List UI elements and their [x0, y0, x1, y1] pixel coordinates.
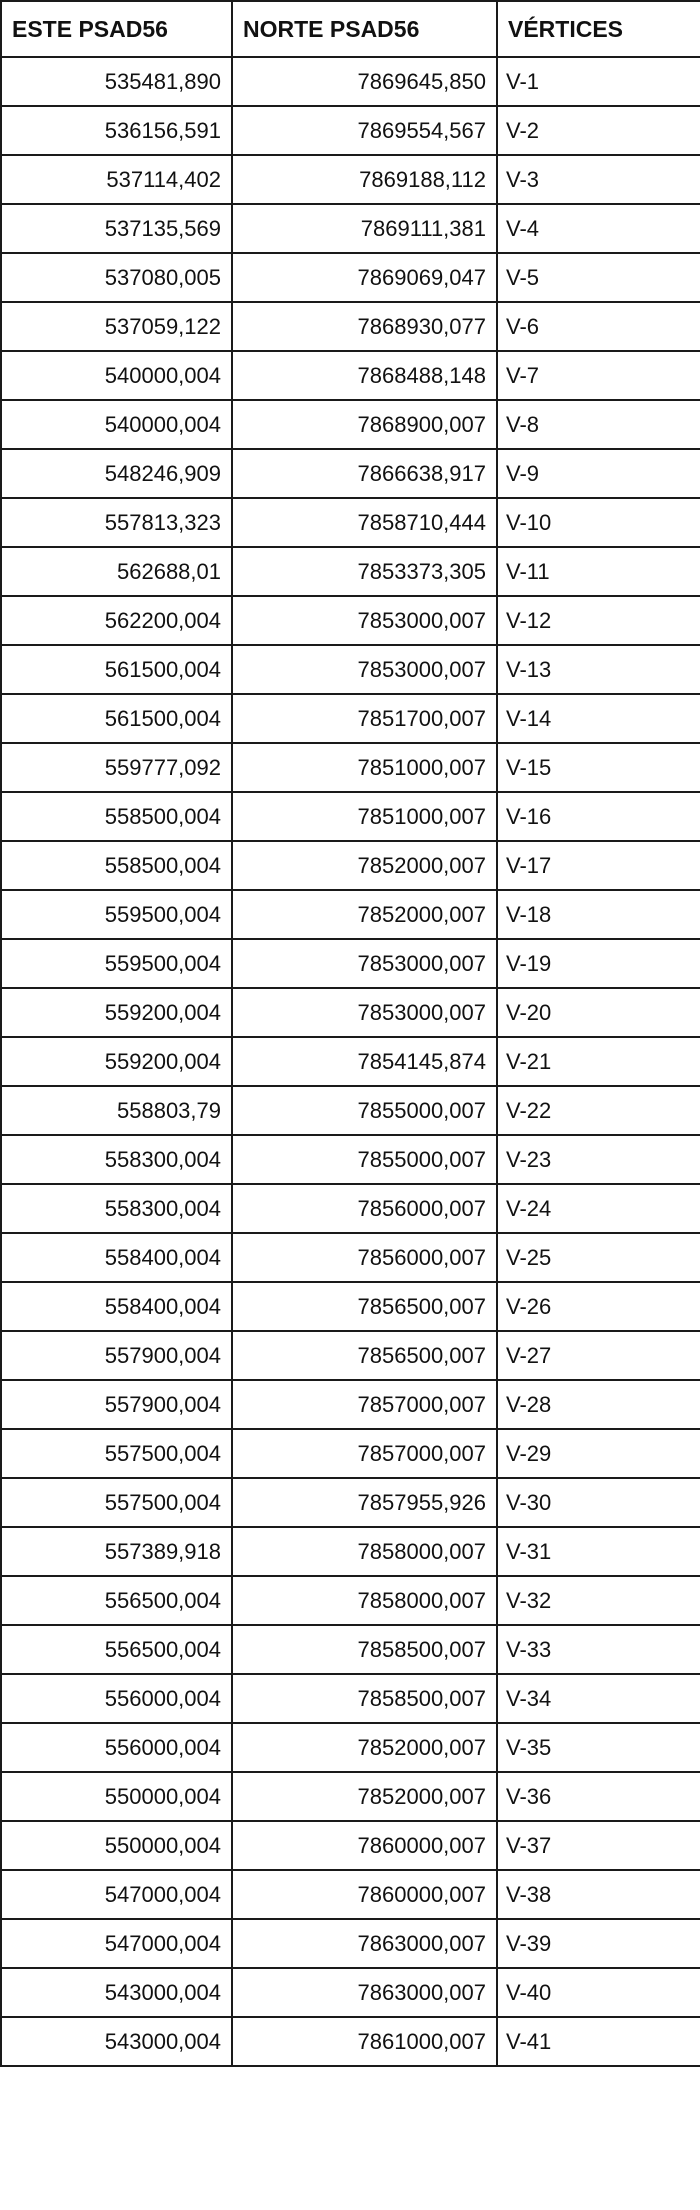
header-row: [1, 1, 700, 57]
table-row: [1, 1282, 700, 1331]
norte-cell: 7853000,007: [232, 988, 497, 1037]
norte-cell: 7868900,007: [232, 400, 497, 449]
vertice-cell: V-22: [497, 1086, 700, 1135]
vertice-cell: V-23: [497, 1135, 700, 1184]
vertice-cell: V-15: [497, 743, 700, 792]
norte-cell: 7852000,007: [232, 1772, 497, 1821]
norte-cell: 7860000,007: [232, 1870, 497, 1919]
vertice-cell: V-4: [497, 204, 700, 253]
norte-cell: 7857000,007: [232, 1429, 497, 1478]
vertice-cell: V-19: [497, 939, 700, 988]
este-cell: 556000,004: [1, 1723, 232, 1772]
este-cell: 559200,004: [1, 1037, 232, 1086]
table-row: [1, 1135, 700, 1184]
norte-cell: 7869554,567: [232, 106, 497, 155]
table-row: [1, 1086, 700, 1135]
table-row: [1, 253, 700, 302]
vertice-cell: V-9: [497, 449, 700, 498]
este-cell: 557900,004: [1, 1331, 232, 1380]
table-row: [1, 155, 700, 204]
table-row: [1, 694, 700, 743]
este-cell: 543000,004: [1, 1968, 232, 2017]
vertice-cell: V-30: [497, 1478, 700, 1527]
vertice-cell: V-8: [497, 400, 700, 449]
vertice-cell: V-28: [497, 1380, 700, 1429]
table-row: [1, 1527, 700, 1576]
vertice-cell: V-31: [497, 1527, 700, 1576]
este-cell: 537059,122: [1, 302, 232, 351]
norte-cell: 7855000,007: [232, 1135, 497, 1184]
norte-cell: 7851000,007: [232, 743, 497, 792]
vertice-cell: V-40: [497, 1968, 700, 2017]
table-body: [1, 57, 700, 2066]
table-row: [1, 57, 700, 106]
este-cell: 559500,004: [1, 890, 232, 939]
este-cell: 558400,004: [1, 1282, 232, 1331]
vertice-cell: V-18: [497, 890, 700, 939]
header-este: ESTE PSAD56: [1, 1, 232, 57]
norte-cell: 7857955,926: [232, 1478, 497, 1527]
vertice-cell: V-16: [497, 792, 700, 841]
table-row: [1, 1723, 700, 1772]
table-row: [1, 1674, 700, 1723]
vertice-cell: V-32: [497, 1576, 700, 1625]
norte-cell: 7853000,007: [232, 645, 497, 694]
norte-cell: 7860000,007: [232, 1821, 497, 1870]
este-cell: 557500,004: [1, 1429, 232, 1478]
table-row: [1, 1576, 700, 1625]
vertice-cell: V-39: [497, 1919, 700, 1968]
este-cell: 537114,402: [1, 155, 232, 204]
norte-cell: 7868488,148: [232, 351, 497, 400]
norte-cell: 7856500,007: [232, 1331, 497, 1380]
table-row: [1, 400, 700, 449]
vertice-cell: V-36: [497, 1772, 700, 1821]
table-row: [1, 498, 700, 547]
norte-cell: 7861000,007: [232, 2017, 497, 2066]
este-cell: 535481,890: [1, 57, 232, 106]
este-cell: 562200,004: [1, 596, 232, 645]
norte-cell: 7851000,007: [232, 792, 497, 841]
table-row: [1, 841, 700, 890]
este-cell: 543000,004: [1, 2017, 232, 2066]
este-cell: 561500,004: [1, 645, 232, 694]
table-row: [1, 890, 700, 939]
norte-cell: 7858500,007: [232, 1674, 497, 1723]
vertice-cell: V-24: [497, 1184, 700, 1233]
norte-cell: 7863000,007: [232, 1968, 497, 2017]
vertice-cell: V-38: [497, 1870, 700, 1919]
table-row: [1, 1184, 700, 1233]
table-row: [1, 302, 700, 351]
table-row: [1, 1968, 700, 2017]
vertice-cell: V-17: [497, 841, 700, 890]
vertice-cell: V-27: [497, 1331, 700, 1380]
norte-cell: 7869645,850: [232, 57, 497, 106]
este-cell: 557389,918: [1, 1527, 232, 1576]
norte-cell: 7856500,007: [232, 1282, 497, 1331]
norte-cell: 7863000,007: [232, 1919, 497, 1968]
este-cell: 557813,323: [1, 498, 232, 547]
table-row: [1, 1625, 700, 1674]
este-cell: 559200,004: [1, 988, 232, 1037]
este-cell: 558500,004: [1, 841, 232, 890]
este-cell: 562688,01: [1, 547, 232, 596]
norte-cell: 7856000,007: [232, 1184, 497, 1233]
table-row: [1, 106, 700, 155]
este-cell: 559500,004: [1, 939, 232, 988]
norte-cell: 7869069,047: [232, 253, 497, 302]
este-cell: 558300,004: [1, 1184, 232, 1233]
vertice-cell: V-2: [497, 106, 700, 155]
table-row: [1, 939, 700, 988]
norte-cell: 7853373,305: [232, 547, 497, 596]
vertice-cell: V-12: [497, 596, 700, 645]
este-cell: 556500,004: [1, 1625, 232, 1674]
table-row: [1, 1478, 700, 1527]
table-row: [1, 596, 700, 645]
vertice-cell: V-14: [497, 694, 700, 743]
table-row: [1, 1821, 700, 1870]
vertice-cell: V-3: [497, 155, 700, 204]
este-cell: 556500,004: [1, 1576, 232, 1625]
este-cell: 558300,004: [1, 1135, 232, 1184]
este-cell: 537080,005: [1, 253, 232, 302]
norte-cell: 7855000,007: [232, 1086, 497, 1135]
table-row: [1, 1919, 700, 1968]
table-row: [1, 1870, 700, 1919]
vertice-cell: V-7: [497, 351, 700, 400]
norte-cell: 7858000,007: [232, 1527, 497, 1576]
este-cell: 536156,591: [1, 106, 232, 155]
vertice-cell: V-1: [497, 57, 700, 106]
norte-cell: 7853000,007: [232, 596, 497, 645]
este-cell: 537135,569: [1, 204, 232, 253]
este-cell: 547000,004: [1, 1919, 232, 1968]
vertice-cell: V-21: [497, 1037, 700, 1086]
table-row: [1, 547, 700, 596]
norte-cell: 7857000,007: [232, 1380, 497, 1429]
este-cell: 558400,004: [1, 1233, 232, 1282]
norte-cell: 7866638,917: [232, 449, 497, 498]
este-cell: 540000,004: [1, 351, 232, 400]
este-cell: 556000,004: [1, 1674, 232, 1723]
table-row: [1, 1429, 700, 1478]
table-row: [1, 1331, 700, 1380]
table-row: [1, 351, 700, 400]
norte-cell: 7856000,007: [232, 1233, 497, 1282]
norte-cell: 7851700,007: [232, 694, 497, 743]
vertice-cell: V-35: [497, 1723, 700, 1772]
header-vertices: VÉRTICES: [497, 1, 700, 57]
este-cell: 540000,004: [1, 400, 232, 449]
table-row: [1, 1037, 700, 1086]
este-cell: 558803,79: [1, 1086, 232, 1135]
vertice-cell: V-33: [497, 1625, 700, 1674]
norte-cell: 7854145,874: [232, 1037, 497, 1086]
vertice-cell: V-20: [497, 988, 700, 1037]
vertice-cell: V-6: [497, 302, 700, 351]
este-cell: 550000,004: [1, 1821, 232, 1870]
table-row: [1, 743, 700, 792]
norte-cell: 7852000,007: [232, 890, 497, 939]
este-cell: 557900,004: [1, 1380, 232, 1429]
vertice-cell: V-41: [497, 2017, 700, 2066]
vertice-cell: V-34: [497, 1674, 700, 1723]
vertice-cell: V-25: [497, 1233, 700, 1282]
este-cell: 558500,004: [1, 792, 232, 841]
norte-cell: 7869111,381: [232, 204, 497, 253]
vertice-cell: V-26: [497, 1282, 700, 1331]
vertice-cell: V-37: [497, 1821, 700, 1870]
vertice-cell: V-29: [497, 1429, 700, 1478]
norte-cell: 7868930,077: [232, 302, 497, 351]
table-row: [1, 988, 700, 1037]
vertice-cell: V-13: [497, 645, 700, 694]
table-row: [1, 1380, 700, 1429]
norte-cell: 7869188,112: [232, 155, 497, 204]
norte-cell: 7858000,007: [232, 1576, 497, 1625]
norte-cell: 7858710,444: [232, 498, 497, 547]
header-norte: NORTE PSAD56: [232, 1, 497, 57]
este-cell: 547000,004: [1, 1870, 232, 1919]
table-row: [1, 792, 700, 841]
table-row: [1, 204, 700, 253]
table-row: [1, 645, 700, 694]
vertice-cell: V-11: [497, 547, 700, 596]
vertice-cell: V-5: [497, 253, 700, 302]
este-cell: 561500,004: [1, 694, 232, 743]
norte-cell: 7858500,007: [232, 1625, 497, 1674]
table-row: [1, 1233, 700, 1282]
este-cell: 557500,004: [1, 1478, 232, 1527]
este-cell: 550000,004: [1, 1772, 232, 1821]
norte-cell: 7852000,007: [232, 1723, 497, 1772]
norte-cell: 7852000,007: [232, 841, 497, 890]
table-row: [1, 2017, 700, 2066]
vertice-cell: V-10: [497, 498, 700, 547]
este-cell: 548246,909: [1, 449, 232, 498]
norte-cell: 7853000,007: [232, 939, 497, 988]
table-row: [1, 1772, 700, 1821]
table-row: [1, 449, 700, 498]
este-cell: 559777,092: [1, 743, 232, 792]
